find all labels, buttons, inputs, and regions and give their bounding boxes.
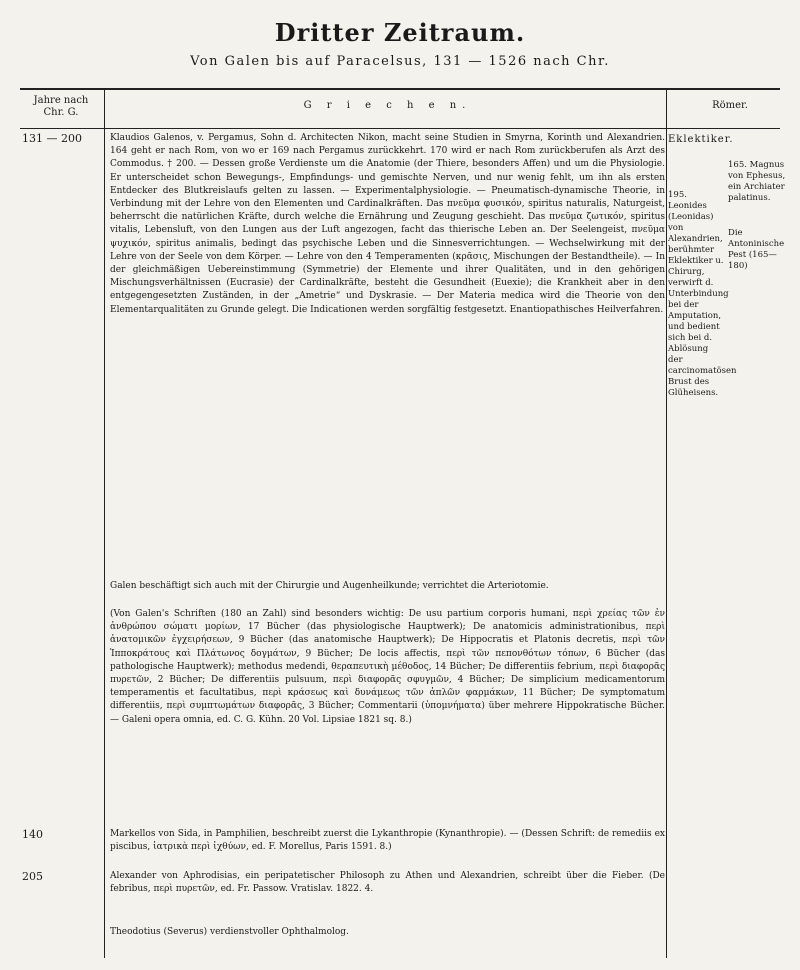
romans-header: Römer.	[712, 100, 748, 111]
entry-galen-writings	[110, 608, 665, 727]
entry-markellos	[110, 828, 665, 854]
rule-col-1	[104, 88, 105, 958]
rule-col-2	[666, 88, 667, 958]
page-subtitle: Von Galen bis auf Paracelsus, 131 — 1526 nach Chr.	[190, 54, 610, 69]
entry-galen-surgery	[110, 580, 665, 593]
greeks-header: G r i e c h e n.	[303, 100, 472, 111]
entry-text: Alexander von Aphrodisias, ein peripatetischer Philosoph zu Athen und Alexandrien, schreibt über die Fieber. (De febribus, περὶ πυρετῶν, ed. Fr. Passow. Vratislav. 1822. 4.	[110, 871, 665, 895]
entry-text: (Von Galen's Schriften (180 an Zahl) sind besonders wichtig: De usu partium corporis humani, περὶ χρείας τῶν ἐν ἀνθρώπου σώματι μορίων, 17 Bücher (das physiologische Hauptwerk); De anatomicis administrationibus, περὶ ἀνατομικῶν ἐγχειρήσεων, 9 Bücher (das anatomische Hauptwerk); De Hippocratis et Platonis decretis, περὶ τῶν Ἱπποκράτους καὶ Πλάτωνος δογμάτων, 9 Bücher; De locis affectis, περὶ τῶν πεπονθότων τόπων, 6 Bücher (das pathologische Hauptwerk); methodus medendi, θεραπευτικὴ μέθοδος, 14 Bücher; De differentiis febrium, περὶ διαφορᾶς πυρετῶν, 2 Bücher; De differentiis pulsuum, περὶ διαφορᾶς σφυγμῶν, 4 Bücher; De simplicium medicamentorum temperamentis et facultatibus, περὶ κράσεως καὶ δυνάμεως τῶν ἁπλῶν φαρμάκων, 11 Bücher; De symptomatum differentiis, περὶ συμπτωμάτων διαφορᾶς, 3 Bücher; Commentarii (ὑπομνήματα) über mehrere Hippokratische Bücher. — Galeni opera omnia, ed. C. G. Kühn. 20 Vol. Lipsiae 1821 sq. 8.)	[110, 609, 665, 725]
entry-text: Klaudios Galenos, v. Pergamus, Sohn d. Architecten Nikon, macht seine Studien in Smyrna, Korinth und Alexandrien. 164 geht er nach Rom, von wo er 169 nach Pergamus zurückkehrt. 170 wird er nach Rom zurückberufen als Arzt des Commodus. † 200. — Dessen große Verdienste um die Anatomie (der Thiere, besonders Affen) und um die Physiologie. Er unterscheidet schon Bewegungs-, Empfindungs- und gemischte Nerven, und nur wenig fehlt, um ihn als ersten Entdecker des Blutkreislaufs gelten zu lassen. — Experimentalphysiologie. — Pneumatisch-dynamische Theorie, in Verbindung mit der Lehre von den Elementen und Cardinalkräften. Das πνεῦμα φυσικόν, spiritus naturalis, Naturgeist, beherrscht die natürlichen Kräfte, durch welche die Ernährung und Zeugung geschieht. Das πνεῦμα ζωτικόν, spiritus vitalis, Lebensluft, von den Lungen aus der Luft angezogen, facht das thierische Leben an. Der Seelengeist, πνεῦμα ψυχικόν, spiritus animalis, bedingt das psychische Leben und die Sinnesverrichtungen. — Wechselwirkung mit der Lehre von der Seele von dem Körper. — Lehre von den 4 Temperamenten (κρᾶσις, Mischungen der Bestandtheile). — In der gleichmäßigen Uebereinstimmung (Symmetrie) der Elemente und ihrer Qualitäten, und in den gehörigen Mischungsverhältnissen (Eucrasie) der Cardinalkräfte, besteht die Gesundheit (Euexie); die Krankheit aber in den entgegengesetzten Zuständen, in der „Ametrie“ und Dyskrasie. — Der Materia medica wird die Theorie von den Elementarqualitäten zu Grunde gelegt. Die Indicationen werden sorgfältig festgesetzt. Enantiopathisches Heilverfahren.	[110, 133, 665, 315]
entry-alexander	[110, 870, 665, 896]
page-title: Dritter Zeitraum.	[274, 18, 526, 47]
eclectics-label: Eklektiker.	[668, 134, 734, 145]
side-note-plague: Die Antoninische Pest (165—180)	[728, 228, 785, 271]
entry-galen	[110, 132, 665, 317]
entry-text: Theodotius (Severus) verdienstvoller Ophthalmolog.	[110, 927, 349, 937]
entry-text: Galen beschäftigt sich auch mit der Chirurgie und Augenheilkunde; verrichtet die Arteriotomie.	[110, 581, 549, 591]
year-entry-markellos: 140	[22, 828, 43, 841]
year-entry-alexander: 205	[22, 870, 43, 883]
side-note-leonides: 195. Leonides (Leonidas) von Alexandrien, berühmter Eklektiker u. Chirurg, verwirft d. Unterbindung bei der Amputation, und bedient sich bei d. Ablösung der carcinomatösen Brust des Glüheisens.	[668, 190, 737, 398]
years-header: Jahre nach Chr. G.	[33, 95, 89, 118]
entry-theodotius	[110, 926, 665, 939]
side-note-magnus: 165. Magnus von Ephesus, ein Archiater palatinus.	[728, 160, 786, 203]
entry-text: Markellos von Sida, in Pamphilien, beschreibt zuerst die Lykanthropie (Kynanthropie). — (Dessen Schrift: de remediis ex piscibus, ἰατρικὰ περὶ ἰχθύων, ed. F. Morellus, Paris 1591. 8.)	[110, 829, 665, 853]
year-entry-galen: 131 — 200	[22, 132, 82, 145]
